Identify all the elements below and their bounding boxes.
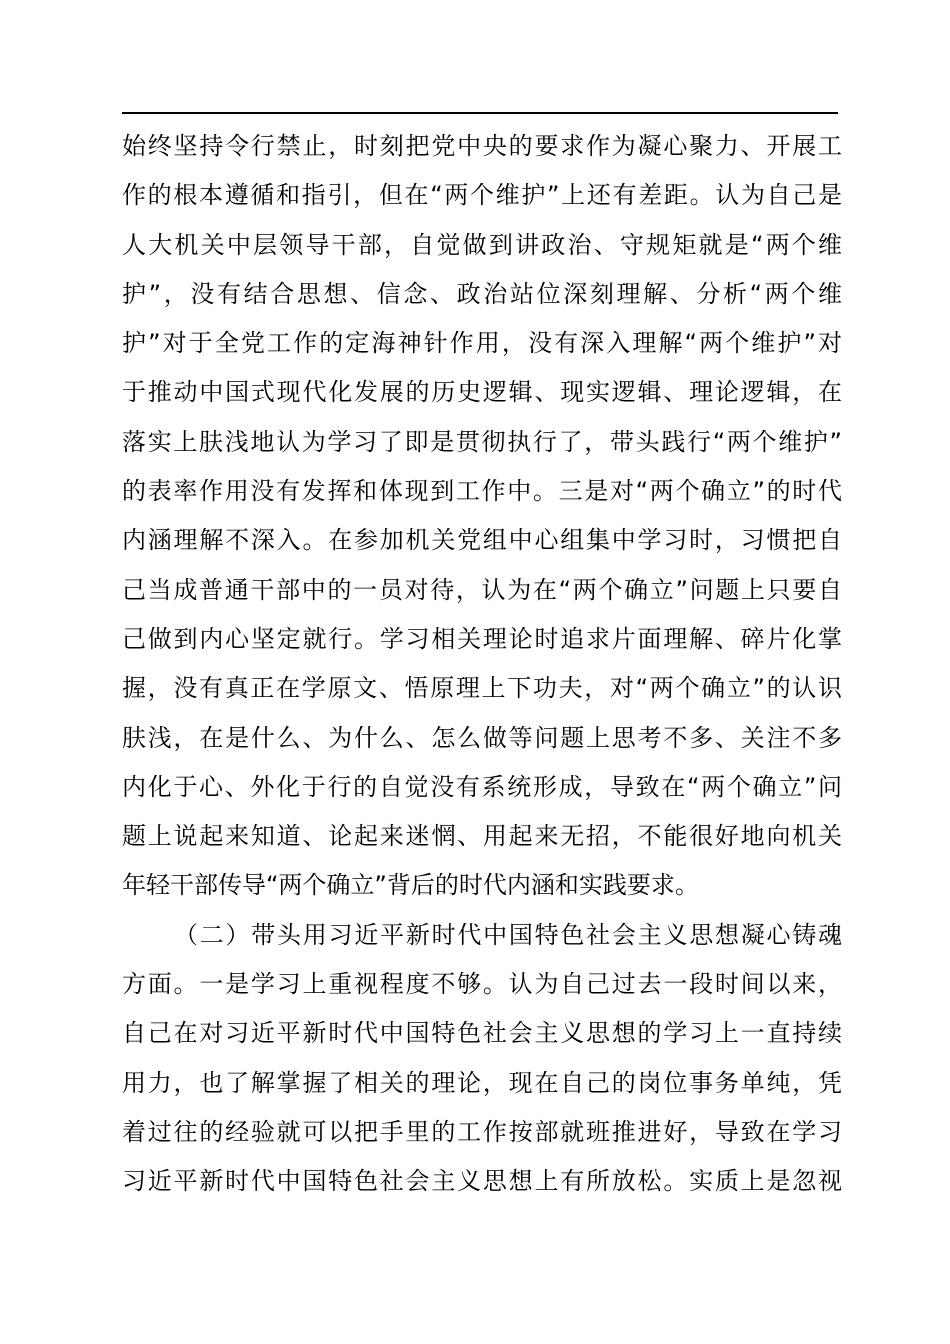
text-line: 护”，没有结合思想、信念、政治站位深刻理解、分析“两个维 bbox=[122, 279, 842, 308]
text-line: 自己在对习近平新时代中国特色社会主义思想的学习上一直持续 bbox=[122, 1019, 842, 1048]
text-line: 用力，也了解掌握了相关的理论，现在自己的岗位事务单纯，凭 bbox=[122, 1068, 842, 1097]
text-line: 落实上肤浅地认为学习了即是贯彻执行了，带头践行“两个维护” bbox=[122, 427, 842, 456]
text-line: 着过往的经验就可以把手里的工作按部就班推进好，导致在学习 bbox=[122, 1117, 842, 1146]
text-line: 年轻干部传导“两个确立”背后的时代内涵和实践要求。 bbox=[122, 871, 699, 900]
header-rule bbox=[122, 112, 838, 114]
text-line: 习近平新时代中国特色社会主义思想上有所放松。实质上是忽视 bbox=[122, 1167, 842, 1196]
text-line: 握，没有真正在学原文、悟原理上下功夫，对“两个确立”的认识 bbox=[122, 674, 842, 703]
text-line: 题上说起来知道、论起来迷惘、用起来无招，不能很好地向机关 bbox=[122, 822, 842, 851]
text-line: 己做到内心坚定就行。学习相关理论时追求片面理解、碎片化掌 bbox=[122, 624, 842, 653]
text-line: 内涵理解不深入。在参加机关党组中心组集中学习时，习惯把自 bbox=[122, 526, 842, 555]
text-line: 于推动中国式现代化发展的历史逻辑、现实逻辑、理论逻辑，在 bbox=[122, 378, 842, 407]
text-line: 作的根本遵循和指引，但在“两个维护”上还有差距。认为自己是 bbox=[122, 181, 842, 210]
text-line: 的表率作用没有发挥和体现到工作中。三是对“两个确立”的时代 bbox=[122, 477, 842, 506]
text-line: 己当成普通干部中的一员对待，认为在“两个确立”问题上只要自 bbox=[122, 575, 842, 604]
text-line: 护”对于全党工作的定海神针作用，没有深入理解“两个维护”对 bbox=[122, 329, 842, 358]
text-line: 方面。一是学习上重视程度不够。认为自己过去一段时间以来， bbox=[122, 970, 842, 999]
text-line: 内化于心、外化于行的自觉没有系统形成，导致在“两个确立”问 bbox=[122, 772, 842, 801]
text-line: 肤浅，在是什么、为什么、怎么做等问题上思考不多、关注不多 bbox=[122, 723, 842, 752]
document-body bbox=[122, 122, 842, 1207]
text-line: 始终坚持令行禁止，时刻把党中央的要求作为凝心聚力、开展工 bbox=[122, 132, 842, 160]
text-line: 人大机关中层领导干部，自觉做到讲政治、守规矩就是“两个维 bbox=[122, 230, 842, 259]
paragraph-heading-line: （二）带头用习近平新时代中国特色社会主义思想凝心铸魂 bbox=[174, 920, 842, 949]
